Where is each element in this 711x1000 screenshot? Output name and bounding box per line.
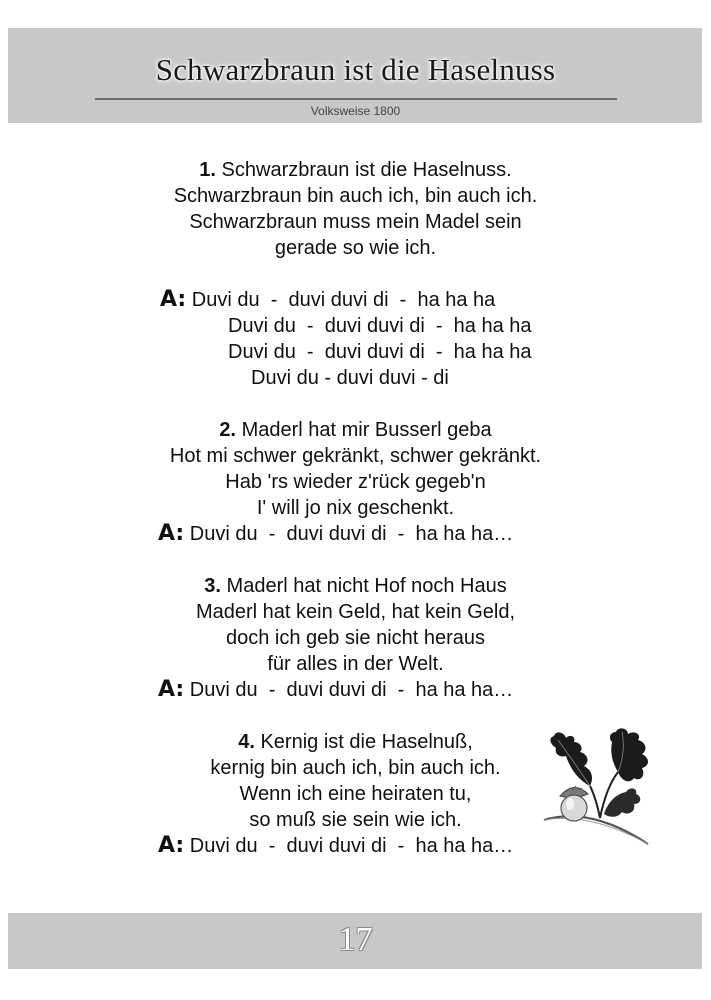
verse-line: Schwarzbraun muss mein Madel sein	[189, 211, 522, 233]
refrain-label: A:	[158, 677, 185, 702]
verse-number: 3.	[204, 575, 221, 597]
verse-line: 3. Maderl hat nicht Hof noch Haus	[204, 575, 507, 597]
verse-line: Hab 'rs wieder z'rück gegeb'n	[225, 471, 486, 493]
refrain-line: A: Duvi du - duvi duvi di - ha ha ha	[160, 287, 496, 312]
refrain-line: A: Duvi du - duvi duvi di - ha ha ha…	[158, 833, 514, 858]
verse-line: doch ich geb sie nicht heraus	[225, 627, 486, 649]
verse-line: für alles in der Welt.	[267, 653, 444, 675]
verse-line: 2. Maderl hat mir Busserl geba	[219, 419, 492, 441]
verse-line: kernig bin auch ich, bin auch ich.	[210, 757, 501, 779]
verse-line: Maderl hat kein Geld, hat kein Geld,	[195, 601, 516, 623]
refrain-line: Duvi du - duvi duvi - di	[251, 367, 449, 389]
acorn-oak-leaves-icon	[530, 728, 660, 853]
refrain-label: A:	[158, 521, 185, 546]
verse-line: Wenn ich eine heiraten tu,	[239, 783, 472, 805]
verse-line: 4. Kernig ist die Haselnuß,	[238, 731, 473, 753]
page-subtitle: Volksweise 1800	[310, 104, 401, 118]
page-number: 17	[338, 921, 373, 958]
verse-number: 2.	[219, 419, 236, 441]
verse-line: Schwarzbraun bin auch ich, bin auch ich.	[173, 185, 538, 207]
verse-line: gerade so wie ich.	[274, 237, 437, 259]
verse-line: so muß sie sein wie ich.	[249, 809, 462, 831]
refrain-line: A: Duvi du - duvi duvi di - ha ha ha…	[158, 677, 514, 702]
refrain-line: Duvi du - duvi duvi di - ha ha ha	[228, 315, 532, 337]
refrain-label: A:	[160, 287, 187, 312]
title-rule	[95, 98, 617, 100]
refrain-label: A:	[158, 833, 185, 858]
verse-line: 1. Schwarzbraun ist die Haselnuss.	[199, 159, 512, 181]
refrain-line: Duvi du - duvi duvi di - ha ha ha	[228, 341, 532, 363]
verse-line: Hot mi schwer gekränkt, schwer gekränkt.	[169, 445, 542, 467]
verse-number: 4.	[238, 731, 255, 753]
refrain-line: A: Duvi du - duvi duvi di - ha ha ha…	[158, 521, 514, 546]
verse-line: I' will jo nix geschenkt.	[256, 497, 455, 519]
verse-number: 1.	[199, 159, 216, 181]
page-title: Schwarzbraun ist die Haselnuss	[155, 52, 556, 87]
